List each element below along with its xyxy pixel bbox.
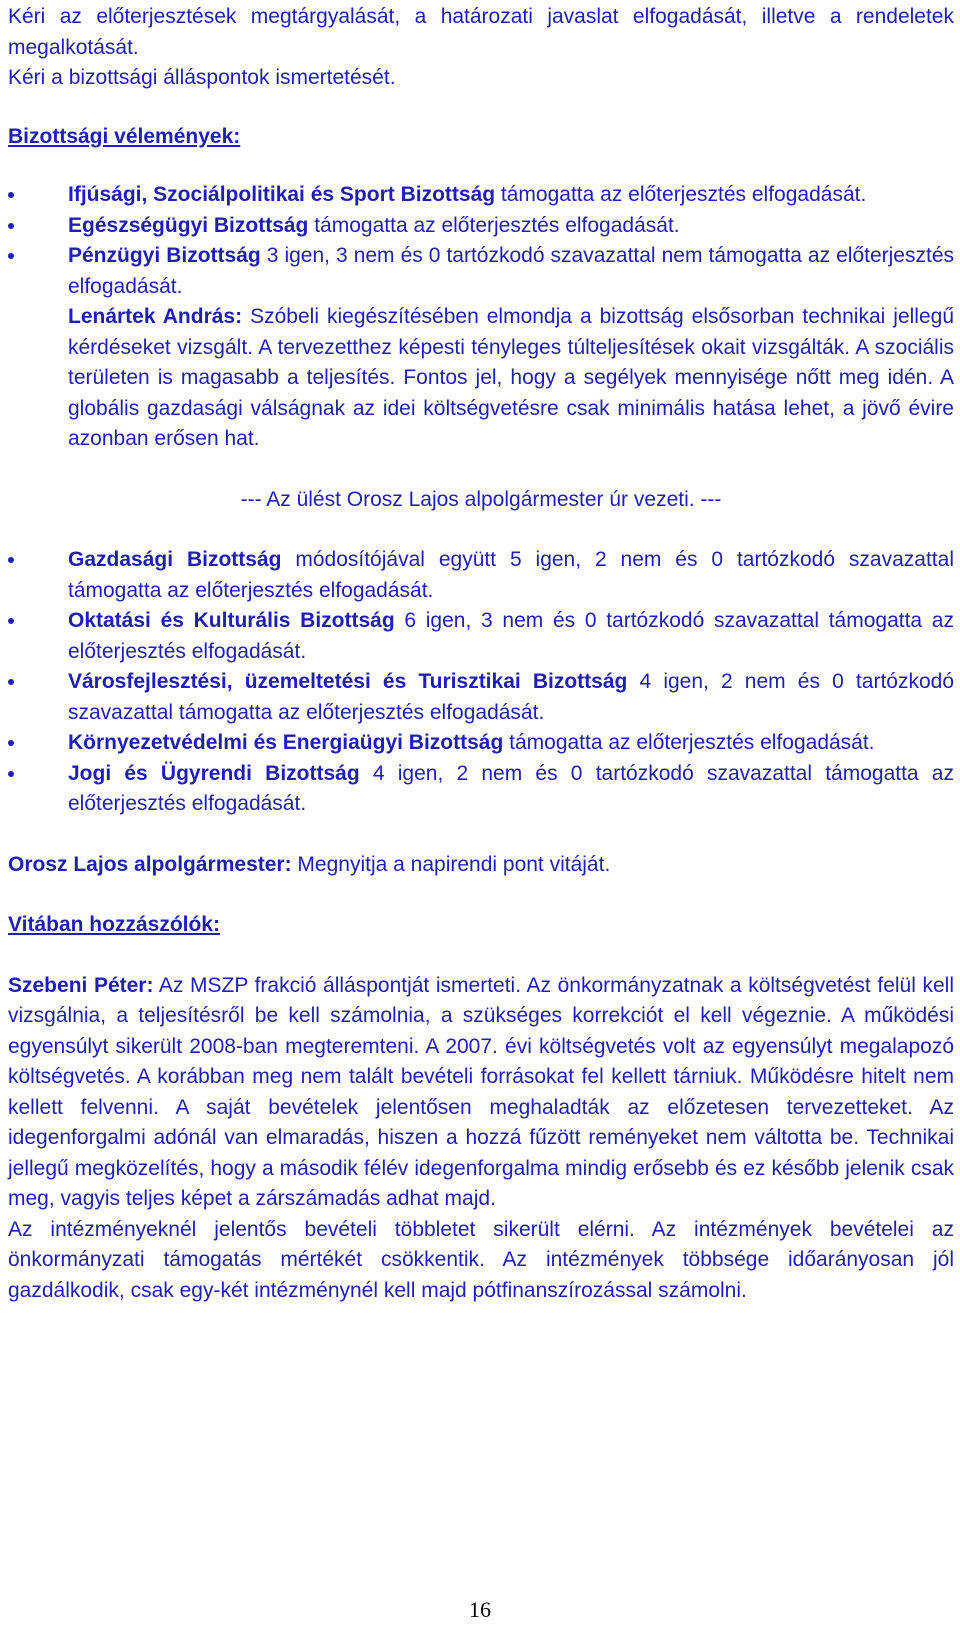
szebeni-statement	[8, 971, 954, 1215]
committee-heading: Bizottsági vélemények:	[8, 124, 241, 148]
committee-name: Oktatási és Kulturális Bizottság	[68, 609, 395, 632]
opinion-item	[8, 241, 954, 302]
opinion-item	[8, 606, 954, 667]
opinion-item	[8, 667, 954, 728]
committee-name: Városfejlesztési, üzemeltetési és Turisztikai Bizottság	[68, 670, 628, 693]
bullet-icon	[8, 253, 14, 259]
speaker-name: Lenártek András:	[68, 305, 243, 328]
committee-name: Pénzügyi Bizottság	[68, 244, 261, 267]
committee-name: Jogi és Ügyrendi Bizottság	[68, 761, 360, 785]
opinion-text: 3 igen, 3 nem és 0 tartózkodó szavazattal nem támogatta az előterjesztés elfogadását.	[68, 244, 954, 298]
intro-paragraph	[8, 2, 954, 94]
committee-opinions-list-2	[8, 545, 954, 820]
opinion-text: támogatta az előterjesztés elfogadását.	[308, 213, 680, 237]
bullet-icon	[8, 192, 14, 198]
speaker-text: Az MSZP frakció álláspontját ismerteti. Az önkormányzatnak a költségvetést felül kell vizsgálnia, a teljesítésről be kell számolnia, a szükséges korrekciót el kell végeznie. A működési egyensúlyt sikerült 2008-ban megteremteni. A 2007. évi költségvetés volt az egyensúlyt megalapozó költségvetés. A korábban meg nem talált bevételi forrásokat fel kellett tárniuk. Működésre hitelt nem kellett felvenni. A saját bevételek jelentősen meghaladták az előzetesen tervezetteket. Az idegenforgalmi adónál van elmaradás, hiszen a hozzá fűzött reményeket nem váltotta be. Technikai jellegű megközelítés, hogy a második félév idegenforgalma mindig erősebb és ez később jelenik csak meg, vagyis teljes képet a zárszámadás adhat majd.	[8, 973, 954, 1210]
chair-note: --- Az ülést Orosz Lajos alpolgármester úr vezeti. ---	[240, 487, 722, 511]
opinion-text: támogatta az előterjesztés elfogadását.	[503, 731, 875, 754]
opinion-text: 4 igen, 2 nem és 0 tartózkodó szavazattal támogatta az előterjesztés elfogadását.	[68, 761, 954, 815]
opinion-item	[8, 211, 954, 242]
opinion-item	[8, 545, 954, 606]
committee-name: Ifjúsági, Szociálpolitikai és Sport Bizottság	[68, 183, 496, 206]
document-page	[8, 2, 954, 1306]
speaker-name: Orosz Lajos alpolgármester:	[8, 852, 292, 876]
speaker-text: Megnyitja a napirendi pont vitáját.	[291, 852, 611, 876]
bullet-icon	[8, 557, 14, 563]
opinion-text: 4 igen, 2 nem és 0 tartózkodó szavazattal támogatta az előterjesztés elfogadását.	[68, 670, 954, 724]
committee-opinions-list-1	[8, 180, 954, 302]
bullet-icon	[8, 771, 14, 777]
speaker-text: Szóbeli kiegészítésében elmondja a bizottság elsősorban technikai jellegű kérdéseket vizsgált. A tervezetthez képesti tényleges túlteljesítések okait vizsgálták. A szociális területen is magasabb a teljesítés. Fontos jel, hogy a segélyek mennyisége nőtt meg idén. A globális gazdasági válságnak az idei költségvetésre csak minimális hatása lehet, a jövő évire azonban erősen hat.	[68, 305, 955, 450]
intro-line-2: Kéri a bizottsági álláspontok ismertetését.	[8, 66, 396, 89]
page-number: 16	[469, 1597, 491, 1622]
committee-name: Egészségügyi Bizottság	[68, 213, 309, 237]
bullet-icon	[8, 740, 14, 746]
committee-name: Gazdasági Bizottság	[68, 548, 282, 571]
lenartek-statement	[8, 302, 954, 455]
bullet-icon	[8, 679, 14, 685]
bullet-icon	[8, 618, 14, 624]
speaker-name: Szebeni Péter:	[8, 973, 154, 997]
opinion-item	[8, 759, 954, 820]
szebeni-statement-continued: Az intézményeknél jelentős bevételi többletet sikerült elérni. Az intézmények bevételei az önkormányzati támogatás mértékét csökkentik. Az intézmények többsége időarányosan jól gazdálkodik, csak egy-két intézménynél kell majd pótfinanszírozással számolni.	[8, 1217, 954, 1302]
opinion-text: módosítójával együtt 5 igen, 2 nem és 0 tartózkodó szavazattal támogatta az előterjesztés elfogadását.	[68, 548, 954, 602]
bullet-icon	[8, 223, 14, 229]
opinion-item	[8, 728, 954, 759]
opinion-text: támogatta az előterjesztés elfogadását.	[495, 183, 867, 206]
intro-line-1: Kéri az előterjesztések megtárgyalását, a határozati javaslat elfogadását, illetve a rendeletek megalkotását.	[8, 5, 954, 59]
opinion-text: 6 igen, 3 nem és 0 tartózkodó szavazattal támogatta az előterjesztés elfogadását.	[68, 609, 954, 663]
debate-heading: Vitában hozzászólók:	[8, 913, 220, 936]
orosz-statement	[8, 850, 954, 881]
opinion-item	[8, 180, 954, 211]
committee-name: Környezetvédelmi és Energiaügyi Bizottság	[68, 731, 504, 754]
